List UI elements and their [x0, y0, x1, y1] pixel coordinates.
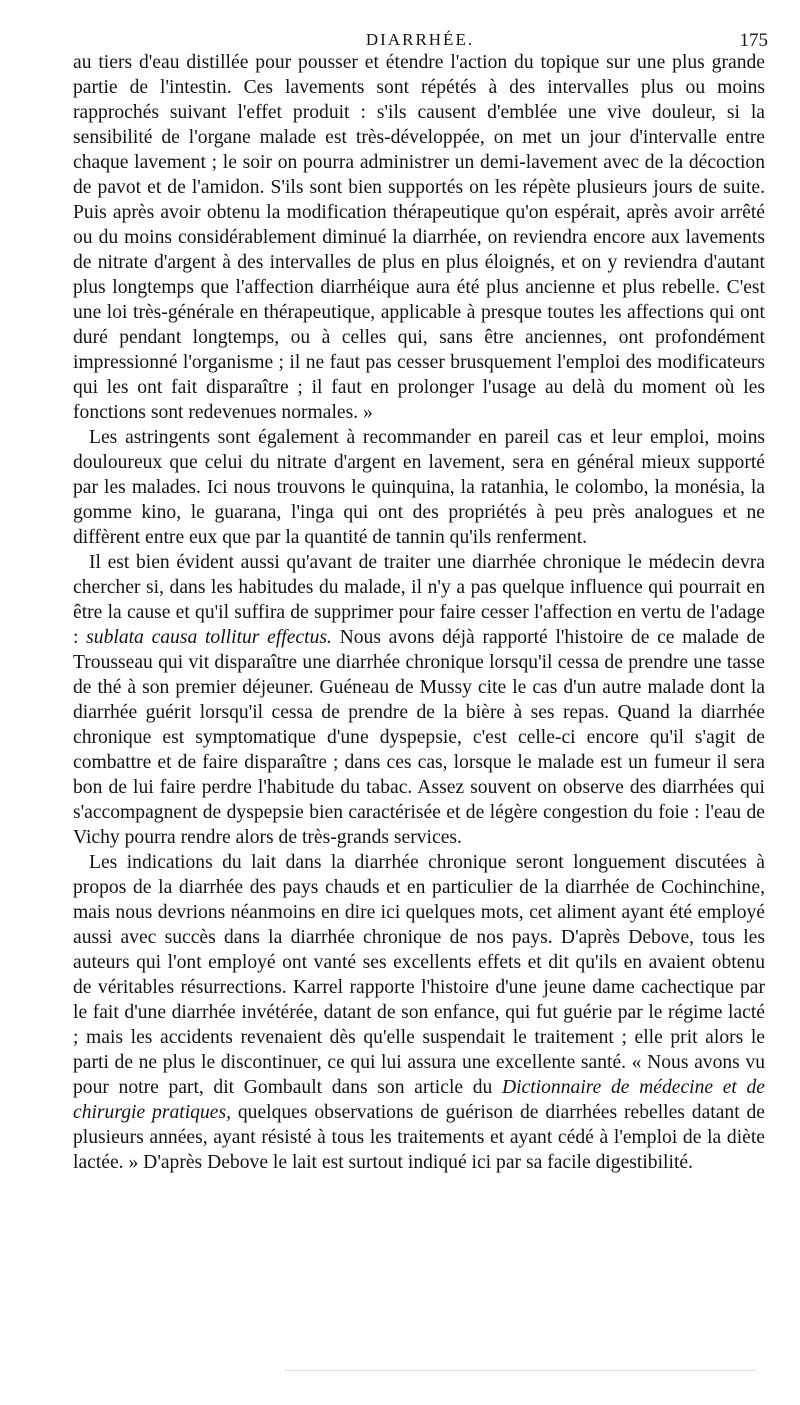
- faint-rule: [285, 1370, 755, 1371]
- paragraph-p3: [73, 550, 765, 850]
- page-number: 175: [739, 30, 768, 51]
- paragraph-text: Les indications du lait dans la diarrhée chronique seront longuement discutées à propos de la diarrhée des pays chauds et en particulier de la diarrhée de Cochinchine, mais nous devrions néanmoins en dire ici quelques mots, cet aliment ayant été employé aussi avec succès dans la diarrhée chronique de nos pays. D'après Debove, tous les auteurs qui l'ont employé ont vanté ses excellents effets et dit qu'ils en avaient obtenu de véritables résurrections. Karrel rapporte l'histoire d'une jeune dame cachectique par le fait d'une diarrhée invétérée, datant de son enfance, qui fut guérie par le régime lacté ; mais les accidents revenaient dès qu'elle suspendait le traitement ; elle prit alors le parti de ne plus le discontinuer, ce qui lui assura une excellente santé. « Nous avons vu pour notre part, dit Gombault dans son article du: [73, 852, 765, 1098]
- paragraph-p2: [73, 425, 765, 550]
- paragraph-p4: [73, 850, 765, 1175]
- italic-text: sublata causa tollitur effectus.: [86, 627, 332, 648]
- paragraph-text: au tiers d'eau distillée pour pousser et étendre l'action du topique sur une plus grande partie de l'intestin. Ces lavements sont répétés à des intervalles plus ou moins rapprochés suivant l'effet produit : s'ils causent d'emblée une vive douleur, si la sensibilité de l'organe malade est très-développée, on met un jour d'intervalle entre chaque lavement ; le soir on pourra administrer un demi-lavement avec de la décoction de pavot et de l'amidon. S'ils sont bien supportés on les répète plusieurs jours de suite. Puis après avoir obtenu la modification thérapeutique qu'on espérait, après avoir arrêté ou du moins considérablement diminué la diarrhée, on reviendra encore aux lavements de nitrate d'argent à des intervalles de plus en plus éloignés, et on y reviendra d'autant plus longtemps que l'affection diarrhéique aura été plus ancienne et plus rebelle. C'est une loi très-générale en thérapeutique, applicable à presque toutes les affections qui ont duré pendant longtemps, ou à celles qui, sans être anciennes, ont profondément impressionné l'organisme ; il ne faut pas cesser brusquement l'emploi des modificateurs qui les ont fait disparaître ; il faut en prolonger l'usage au delà du moment où les fonctions sont redevenues normales. »: [73, 52, 765, 423]
- paragraph-text: quelques observations de guérison de diarrhées rebelles datant de plusieurs années, ayant résisté à tous les traitements et ayant cédé à l'emploi de la diète lactée. » D'après Debove le lait est surtout indiqué ici par sa facile digestibilité.: [73, 1102, 765, 1173]
- paragraph-text: Les astringents sont également à recommander en pareil cas et leur emploi, moins douloureux que celui du nitrate d'argent en lavement, sera en général mieux supporté par les malades. Ici nous trouvons le quinquina, la ratanhia, le colombo, la monésia, la gomme kino, le guarana, l'inga qui ont des propriétés à peu près analogues et ne diffèrent entre eux que par la quantité de tannin qu'ils renferment.: [73, 427, 765, 548]
- running-title: DIARRHÉE.: [365, 30, 475, 49]
- body-text: [73, 50, 765, 1175]
- paragraph-text: Il est bien évident aussi qu'avant de traiter une diarrhée chronique le médecin devra chercher si, dans les habitudes du malade, il n'y a pas quelque influence qui pourrait en être la cause et qu'il suffira de supprimer pour faire cesser l'affection en vertu de l'adage :: [73, 552, 765, 648]
- paragraph-p1: [73, 50, 765, 425]
- paragraph-text: Nous avons déjà rapporté l'histoire de ce malade de Trousseau qui vit disparaître une diarrhée chronique lorsqu'il cessa de prendre une tasse de thé à son premier déjeuner. Guéneau de Mussy cite le cas d'un autre malade dont la diarrhée guérit lorsqu'il cessa de prendre de la bière à ses repas. Quand la diarrhée chronique est symptomatique d'une dyspepsie, c'est celle-ci encore qu'il s'agit de combattre et de faire disparaître ; dans ces cas, lorsque le malade est un fumeur il sera bon de lui faire perdre l'habitude du tabac. Assez souvent on observe des diarrhées qui s'accompagnent de dyspepsie bien caractérisée et de légère congestion du foie : l'eau de Vichy pourra rendre alors de très-grands services.: [73, 627, 765, 848]
- italic-text: Dictionnaire de médecine et de chirurgie pratiques,: [73, 1077, 765, 1123]
